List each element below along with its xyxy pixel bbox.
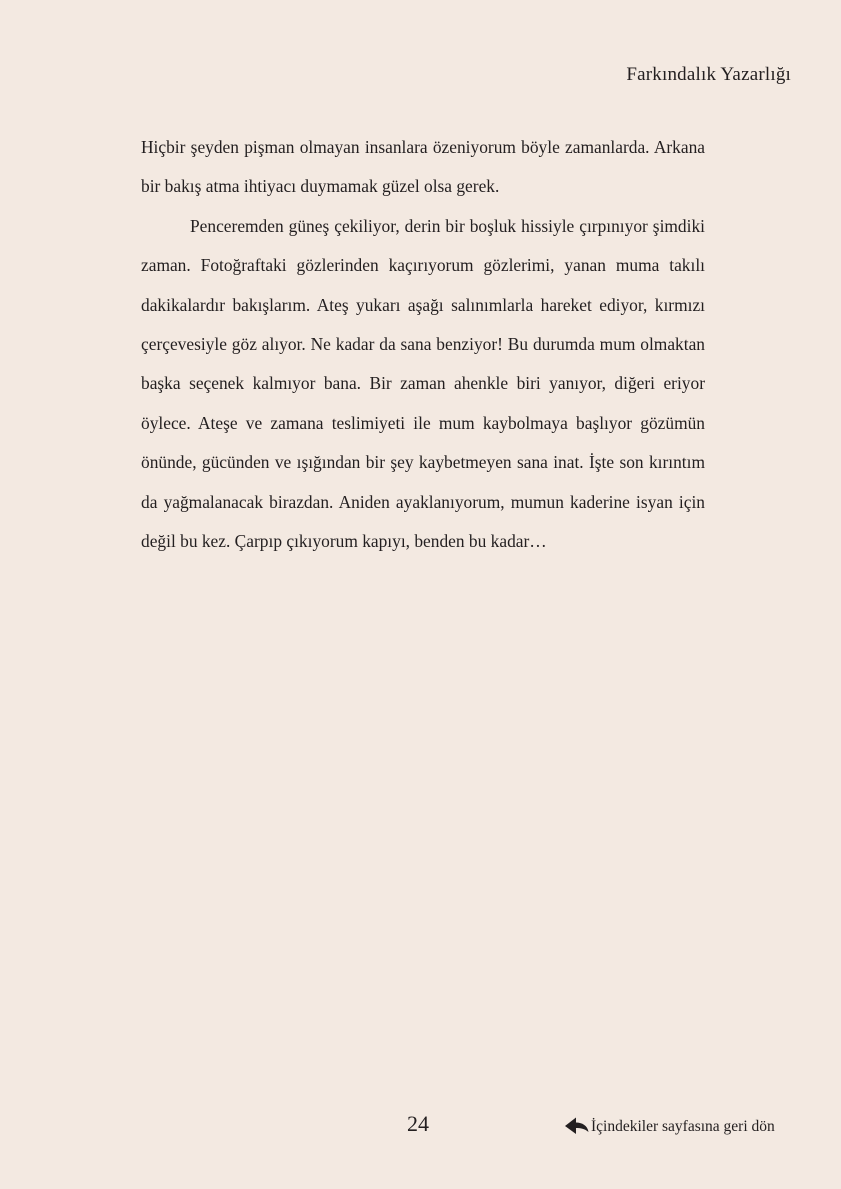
body-text: [141, 128, 705, 561]
paragraph-2: Penceremden güneş çekiliyor, derin bir boşluk hissiyle çırpınıyor şimdiki zaman. Fotoğraftaki gözlerinden kaçırıyorum gözlerimi, yanan muma takılı dakikalardır bakışlarım. Ateş yukarı aşağı salınımlarla hareket ediyor, kırmızı çerçevesiyle göz alıyor. Ne kadar da sana benziyor! Bu durumda mum olmaktan başka seçenek kalmıyor bana. Bir zaman ahenkle biri yanıyor, diğeri eriyor öylece. Ateşe ve zamana teslimiyeti ile mum kaybolmaya başlıyor gözümün önünde, gücünden ve ışığından bir şey kaybetmeyen sana inat. İşte son kırıntım da yağmalanacak birazdan. Aniden ayaklanıyorum, mumun kaderine isyan için değil bu kez. Çarpıp çıkıyorum kapıyı, benden bu kadar…: [141, 215, 705, 552]
running-header: Farkındalık Yazarlığı: [626, 64, 791, 85]
arrow-back-icon: [565, 1117, 589, 1137]
back-link-label: İçindekiler sayfasına geri dön: [591, 1118, 775, 1135]
page-number: 24: [407, 1111, 429, 1136]
table-of-contents-link[interactable]: [565, 1117, 775, 1137]
paragraph-1: Hiçbir şeyden pişman olmayan insanlara özeniyorum böyle zamanlarda. Arkana bir bakış atma ihtiyacı duymamak güzel olsa gerek.: [141, 137, 705, 197]
